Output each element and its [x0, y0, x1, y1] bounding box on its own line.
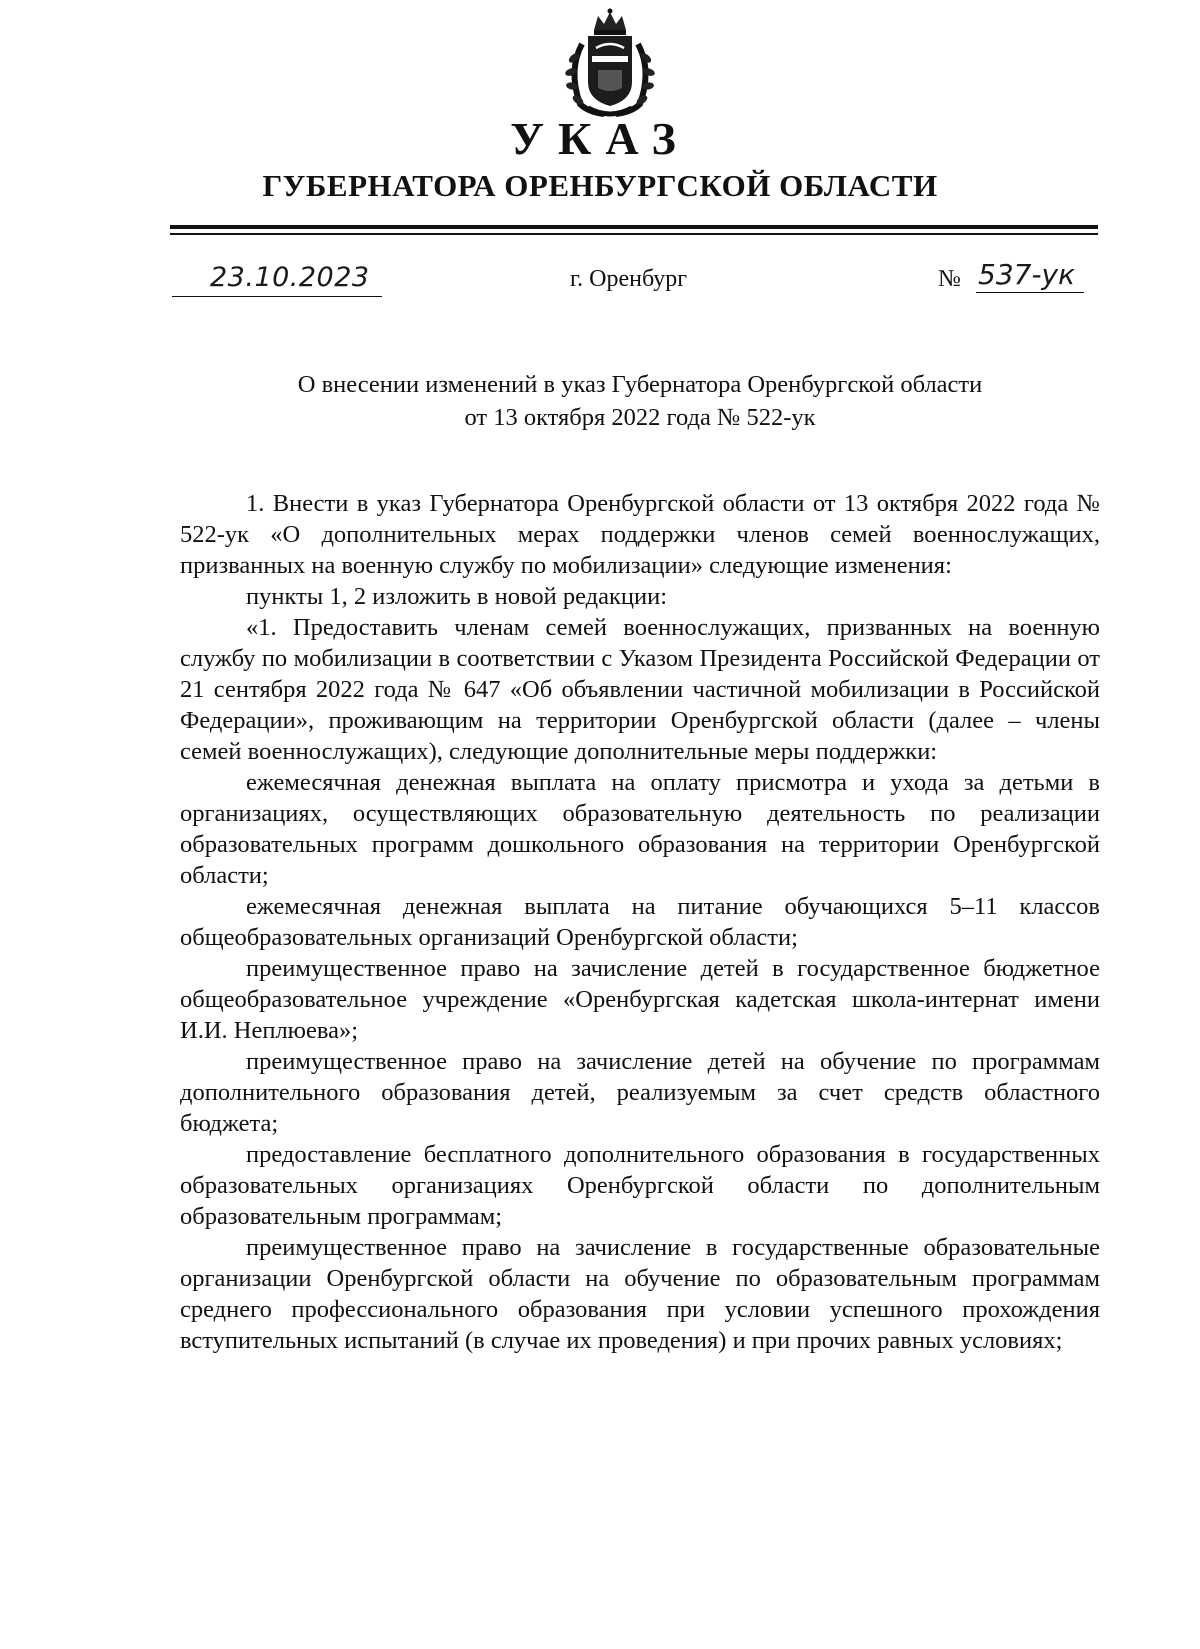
body-paragraph: преимущественное право на зачисление в государственные образовательные организации Оренбургской области на обучение по образовательным программам среднего профессионального образования при условии успешного прохождения вступительных испытаний (в случае их проведения) и при прочих равных условиях;	[180, 1234, 1100, 1354]
body-paragraph: ежемесячная денежная выплата на оплату присмотра и ухода за детьми в организациях, осуществляющих образовательную деятельность по реализации образовательных программ дошкольного образования на территории Оренбургской области;	[180, 769, 1100, 889]
subject-line-2: от 13 октября 2022 года № 522-ук	[464, 404, 816, 431]
document-type-title: УКАЗ	[510, 113, 690, 164]
number-underline	[976, 292, 1084, 293]
body-paragraph: 1. Внести в указ Губернатора Оренбургской области от 13 октября 2022 года № 522-ук «О дополнительных мерах поддержки членов семей военнослужащих, призванных на военную службу по мобилизации» следующие изменения:	[180, 490, 1100, 579]
body-paragraph: преимущественное право на зачисление детей в государственное бюджетное общеобразовательное учреждение «Оренбургская кадетская школа-интернат имени И.И. Неплюева»;	[180, 955, 1100, 1044]
header-divider-thin	[170, 233, 1098, 235]
body-paragraph: «1. Предоставить членам семей военнослужащих, призванных на военную службу по мобилизации в соответствии с Указом Президента Российской Федерации от 21 сентября 2022 года № 647 «Об объявлении частичной мобилизации в Российской Федерации», проживающим на территории Оренбургской области (далее – члены семей военнослужащих), следующие дополнительные меры поддержки:	[180, 614, 1100, 765]
document-subject	[180, 368, 1100, 434]
body-paragraph: ежемесячная денежная выплата на питание обучающихся 5–11 классов общеобразовательных организаций Оренбургской области;	[180, 893, 1100, 951]
document-date: 23.10.2023	[210, 262, 370, 293]
document-date-field	[172, 262, 382, 302]
coat-of-arms-icon	[558, 8, 662, 120]
document-body	[180, 488, 1100, 1356]
document-number-field	[938, 258, 1098, 332]
body-paragraph: пункты 1, 2 изложить в новой редакции:	[246, 583, 668, 610]
document-number: 537-ук	[978, 258, 1076, 291]
issue-city: г. Оренбург	[570, 266, 688, 292]
date-underline	[172, 296, 382, 297]
issuer-title: ГУБЕРНАТОРА ОРЕНБУРГСКОЙ ОБЛАСТИ	[262, 168, 938, 203]
subject-line-1: О внесении изменений в указ Губернатора Оренбургской области	[297, 371, 983, 398]
body-paragraph: преимущественное право на зачисление детей на обучение по программам дополнительного образования детей, реализуемым за счет средств областного бюджета;	[180, 1048, 1100, 1137]
header-divider-thick	[170, 225, 1098, 229]
number-sign: №	[938, 266, 961, 292]
body-paragraph: предоставление бесплатного дополнительного образования в государственных образовательных организациях Оренбургской области по дополнительным образовательным программам;	[180, 1141, 1100, 1230]
